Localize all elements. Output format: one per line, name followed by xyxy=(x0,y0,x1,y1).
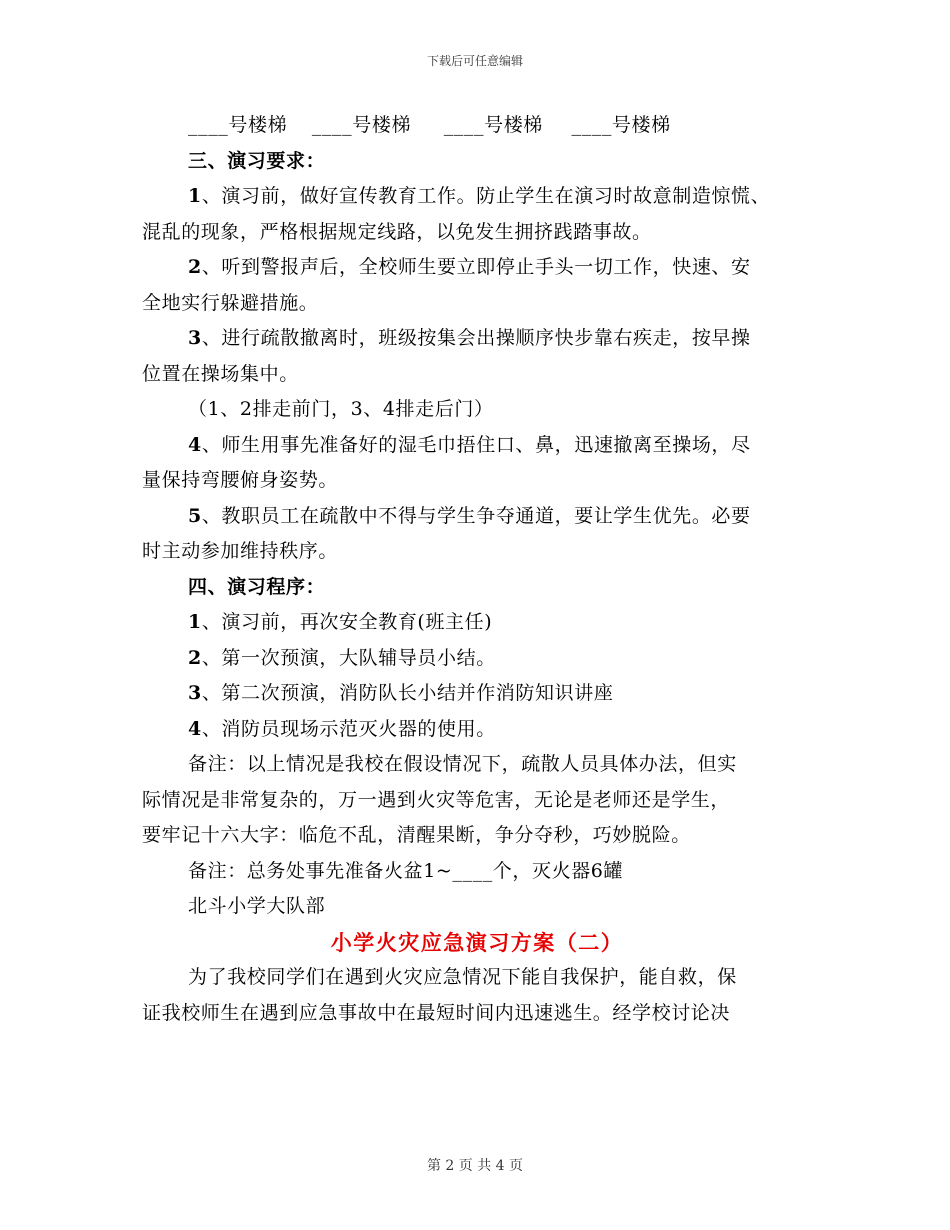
requirement-2-line-1: 2、听到警报声后，全校师生要立即停止手头一切工作，快速、安 xyxy=(188,256,751,278)
requirement-5-line-1: 5、教职员工在疏散中不得与学生争夺通道，要让学生优先。必要 xyxy=(188,504,751,527)
requirement-3-line-2: 位置在操场集中。 xyxy=(142,362,299,385)
page-footer: 第 2 页 共 4 页 xyxy=(426,1158,524,1174)
document-body xyxy=(142,108,812,1031)
plan-2-paragraph-line-2: 证我校师生在遇到应急事故中在最短时间内迅速逃生。经学校讨论决 xyxy=(142,1001,731,1024)
procedure-1: 1、演习前，再次安全教育(班主任) xyxy=(188,611,493,633)
section-heading-procedure: 四、演习程序： xyxy=(188,575,326,598)
page-header: 下载后可任意编辑 xyxy=(426,54,523,68)
note-2: 备注：总务处事先准备火盆1~____个，灭火器6罐 xyxy=(188,859,624,882)
note-1-line-2: 际情况是非常复杂的，万一遇到火灾等危害，无论是老师还是学生， xyxy=(142,788,731,811)
requirement-5-line-2: 时主动参加维持秩序。 xyxy=(142,540,339,562)
signature: 北斗小学大队部 xyxy=(188,895,326,917)
procedure-2: 2、第一次预演，大队辅导员小结。 xyxy=(188,646,496,669)
requirement-4-line-1: 4、师生用事先准备好的湿毛巾捂住口、鼻，迅速撤离至操场，尽 xyxy=(188,433,751,456)
stairs-line xyxy=(142,108,812,144)
note-1-line-1: 备注：以上情况是我校在假设情况下，疏散人员具体办法，但实 xyxy=(188,753,737,775)
requirement-3-line-1: 3、进行疏散撤离时，班级按集会出操顺序快步靠右疾走，按早操 xyxy=(188,327,751,349)
procedure-3: 3、第二次预演，消防队长小结并作消防知识讲座 xyxy=(188,682,614,704)
plan-2-paragraph-line-1: 为了我校同学们在遇到火灾应急情况下能自我保护，能自救，保 xyxy=(188,966,737,988)
plan-2-title: 小学火灾应急演习方案（二） xyxy=(330,929,624,955)
requirement-1-line-2: 混乱的现象，严格根据规定线路，以免发生拥挤践踏事故。 xyxy=(142,220,652,243)
requirement-3-note: （1、2排走前门，3、4排走后门） xyxy=(188,398,494,420)
stairs-item: ____号楼梯 xyxy=(443,114,543,136)
stairs-item: ____号楼梯 xyxy=(188,114,288,136)
procedure-4: 4、消防员现场示范灭火器的使用。 xyxy=(188,717,496,740)
requirement-1-line-1: 1、演习前，做好宣传教育工作。防止学生在演习时故意制造惊慌、 xyxy=(188,185,771,207)
requirement-4-line-2: 量保持弯腰俯身姿势。 xyxy=(142,469,339,491)
note-1-line-3: 要牢记十六大字：临危不乱，清醒果断，争分夺秒，巧妙脱险。 xyxy=(142,824,691,846)
stairs-item: ____号楼梯 xyxy=(571,114,671,136)
stairs-item: ____号楼梯 xyxy=(311,114,412,136)
requirement-2-line-2: 全地实行躲避措施。 xyxy=(142,291,319,314)
section-heading-requirements: 三、演习要求： xyxy=(188,149,326,172)
